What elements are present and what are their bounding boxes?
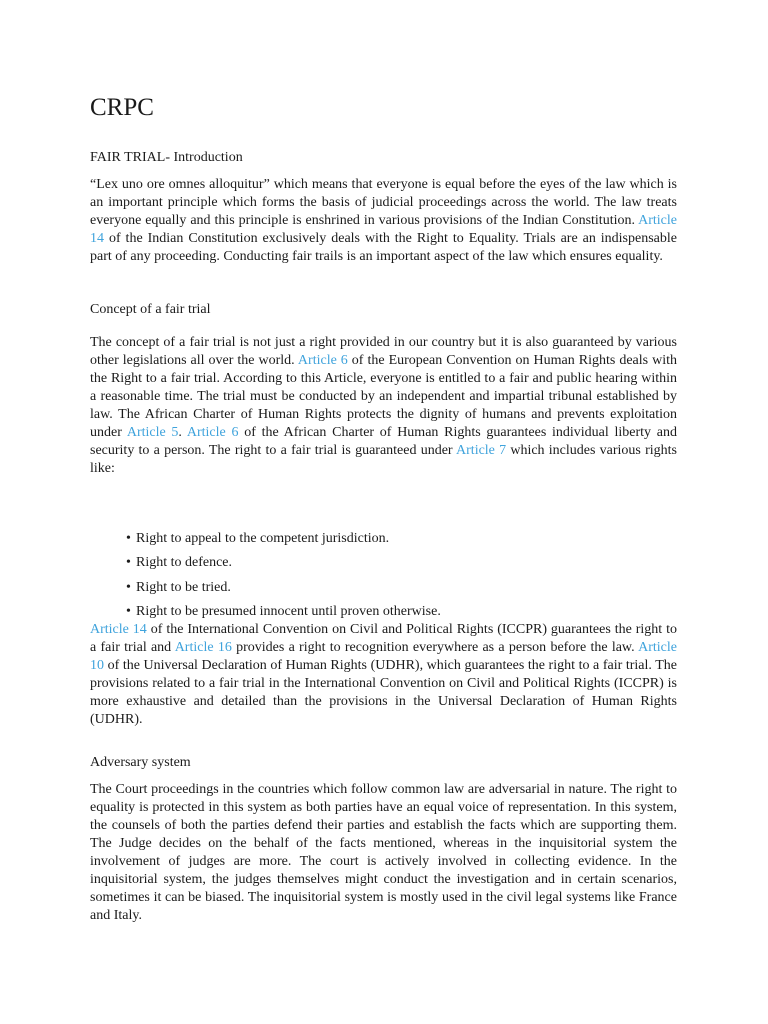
rights-list <box>126 530 441 627</box>
list-item-text: Right to appeal to the competent jurisdiction. <box>136 531 390 546</box>
section-heading-concept: Concept of a fair trial <box>90 302 211 317</box>
link-article-5-african-charter[interactable]: Article 5 <box>126 425 179 440</box>
iccpr-text-1: of the International Convention on Civil and Political Rights (ICCPR) guarantees the right to a fair trial and <box>90 622 677 655</box>
concept-text-4: of the African Charter of Human Rights guarantees individual liberty and security to a person. The right to a fair trial is guaranteed under <box>90 425 677 458</box>
iccpr-paragraph <box>90 621 677 729</box>
concept-text-2: of the European Convention on Human Rights deals with the Right to a fair trial. According to this Article, everyone is entitled to a fair and public hearing within a reasonable time. The trial must be conducted by an independent and impartial tribunal established by law. The African Charter of Human Rights protects the dignity of humans and prevents exploitation under <box>90 353 677 440</box>
iccpr-text-2: provides a right to recognition everywhere as a person before the law. <box>231 640 639 655</box>
link-article-6-african-charter[interactable]: Article 6 <box>186 425 239 440</box>
list-item-text: Right to be presumed innocent until proven otherwise. <box>136 603 441 619</box>
intro-text-2: of the Indian Constitution exclusively deals with the Right to Equality. Trials are an indispensable part of any proceeding. Conducting fair trails is an important aspect of the law which ensures equality. <box>90 231 677 264</box>
intro-text-1: “Lex uno ore omnes alloquitur” which means that everyone is equal before the eyes of the law which is an important principle which forms the basis of judicial proceedings across the world. The law treats everyone equally and this principle is enshrined in various provisions of the Indian Constitution. <box>90 177 677 228</box>
link-article-7[interactable]: Article 7 <box>456 443 507 458</box>
concept-text-5: which includes various rights like: <box>90 443 677 476</box>
link-article-6-echr[interactable]: Article 6 <box>297 353 348 368</box>
concept-paragraph <box>90 334 677 478</box>
adversary-paragraph: The Court proceedings in the countries which follow common law are adversarial in nature. The right to equality is protected in this system as both parties have an equal voice of representation. In this system, the counsels of both the parties defend their parties and establish the facts which are supporting them. The Judge decides on the behalf of the facts mentioned, whereas in the inquisitorial system the involvement of judges are more. The court is actively involved in collecting evidence. In the inquisitorial system, the judges themselves might conduct the investigation and in certain scenarios, sometimes it can be biased. The inquisitorial system is mostly used in the civil legal systems like France and Italy. <box>90 782 677 923</box>
page-title: CRPC <box>90 94 154 121</box>
bullet-icon: • <box>126 531 131 546</box>
list-item <box>126 530 441 554</box>
list-item-text: Right to be tried. <box>136 579 231 595</box>
link-article-14-constitution[interactable]: Article 14 <box>90 213 677 246</box>
concept-text-3: . <box>178 425 187 440</box>
list-item <box>126 579 441 603</box>
list-item-text: Right to defence. <box>136 555 233 571</box>
intro-paragraph <box>90 176 677 266</box>
bullet-icon: • <box>126 555 131 571</box>
bullet-icon: • <box>126 603 131 619</box>
iccpr-text-3: of the Universal Declaration of Human Rights (UDHR), which guarantees the right to a fair trial. The provisions related to a fair trial in the International Convention on Civil and Political Rights (ICCPR) is more exhaustive and detailed than the provisions in the Universal Declaration of Human Rights (UDHR). <box>90 658 677 727</box>
list-item <box>126 554 441 578</box>
link-article-10-udhr[interactable]: Article 10 <box>90 640 677 673</box>
section-heading-adversary: Adversary system <box>90 755 191 770</box>
link-article-16[interactable]: Article 16 <box>174 640 232 655</box>
section-heading-intro: FAIR TRIAL- Introduction <box>90 150 243 165</box>
link-article-14-iccpr[interactable]: Article 14 <box>90 622 147 637</box>
concept-text-1: The concept of a fair trial is not just a right provided in our country but it is also guaranteed by various other legislations all over the world. <box>90 335 677 368</box>
bullet-icon: • <box>126 579 131 595</box>
